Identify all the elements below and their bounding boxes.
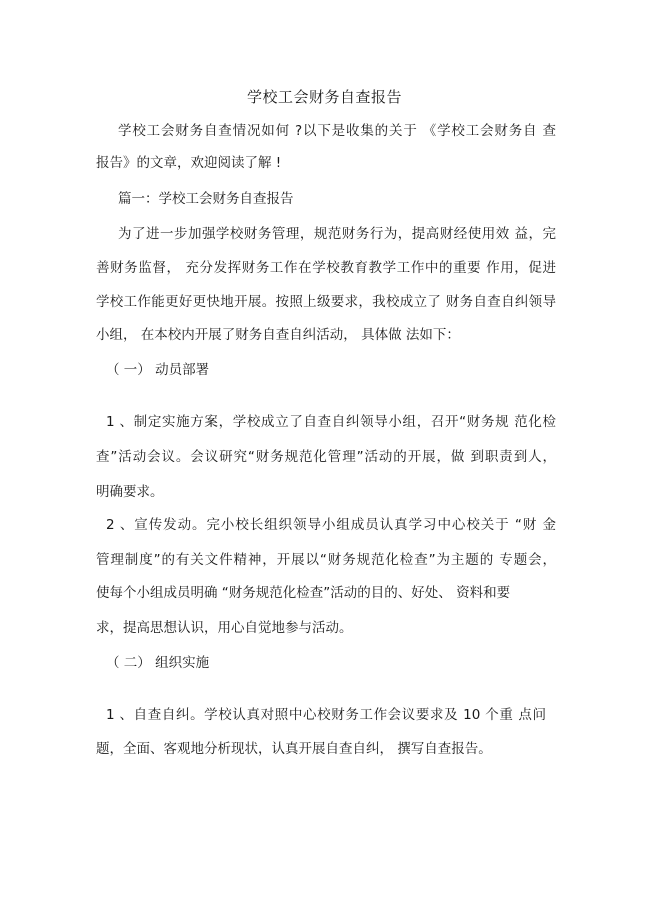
item-2-line-1: 2 、宣传发动。完小校长组织领导小组成员认真学习中心校关于 “财 金 <box>106 517 556 533</box>
item-2-line-2: 管理制度”的有关文件精神，开展以“财务规范化检查”为主题的 专题会， <box>96 552 556 568</box>
paragraph-1-line-4: 小组， 在本校内开展了财务自查自纠活动， 具体做 法如下： <box>96 327 460 343</box>
paragraph-1-line-3: 学校工作能更好更快地开展。按照上级要求，我校成立了 财务自查自纠领导 <box>96 294 556 310</box>
item-2-line-4: 求，提高思想认识，用心自觉地参与活动。 <box>96 620 353 636</box>
subheading-organization: （ 二） 组织实施 <box>106 655 210 671</box>
item-1-line-1: 1 、制定实施方案，学校成立了自查自纠领导小组，召开“财务规 范化检 <box>106 414 556 430</box>
paragraph-1-line-1: 为了进一步加强学校财务管理，规范财务行为，提高财经使用效 益，完 <box>118 226 556 242</box>
item-1-line-3: 明确要求。 <box>96 484 164 500</box>
item-3-line-2: 题，全面、客观地分析现状，认真开展自查自纠， 撰写自查报告。 <box>96 741 492 757</box>
subheading-mobilization: （ 一） 动员部署 <box>106 362 210 378</box>
item-2-line-3: 使每个小组成员明确 “财务规范化检查”活动的目的、好处、 资料和要 <box>96 585 511 601</box>
item-1-line-2: 查”活动会议。会议研究“财务规范化管理”活动的开展，做 到职责到人， <box>96 449 556 465</box>
document-title: 学校工会财务自查报告 <box>246 88 402 106</box>
item-3-line-1: 1 、自查自纠。学校认真对照中心校财务工作会议要求及 10 个重 点问 <box>106 707 546 723</box>
intro-line-1: 学校工会财务自查情况如何 ?以下是收集的关于 《学校工会财务自 查 <box>118 123 556 139</box>
intro-line-2: 报告》的文章，欢迎阅读了解 ! <box>96 155 282 171</box>
paragraph-1-line-2: 善财务监督， 充分发挥财务工作在学校教育教学工作中的重要 作用，促进 <box>96 260 556 276</box>
section-heading-part-one: 篇一：学校工会财务自查报告 <box>118 191 294 207</box>
